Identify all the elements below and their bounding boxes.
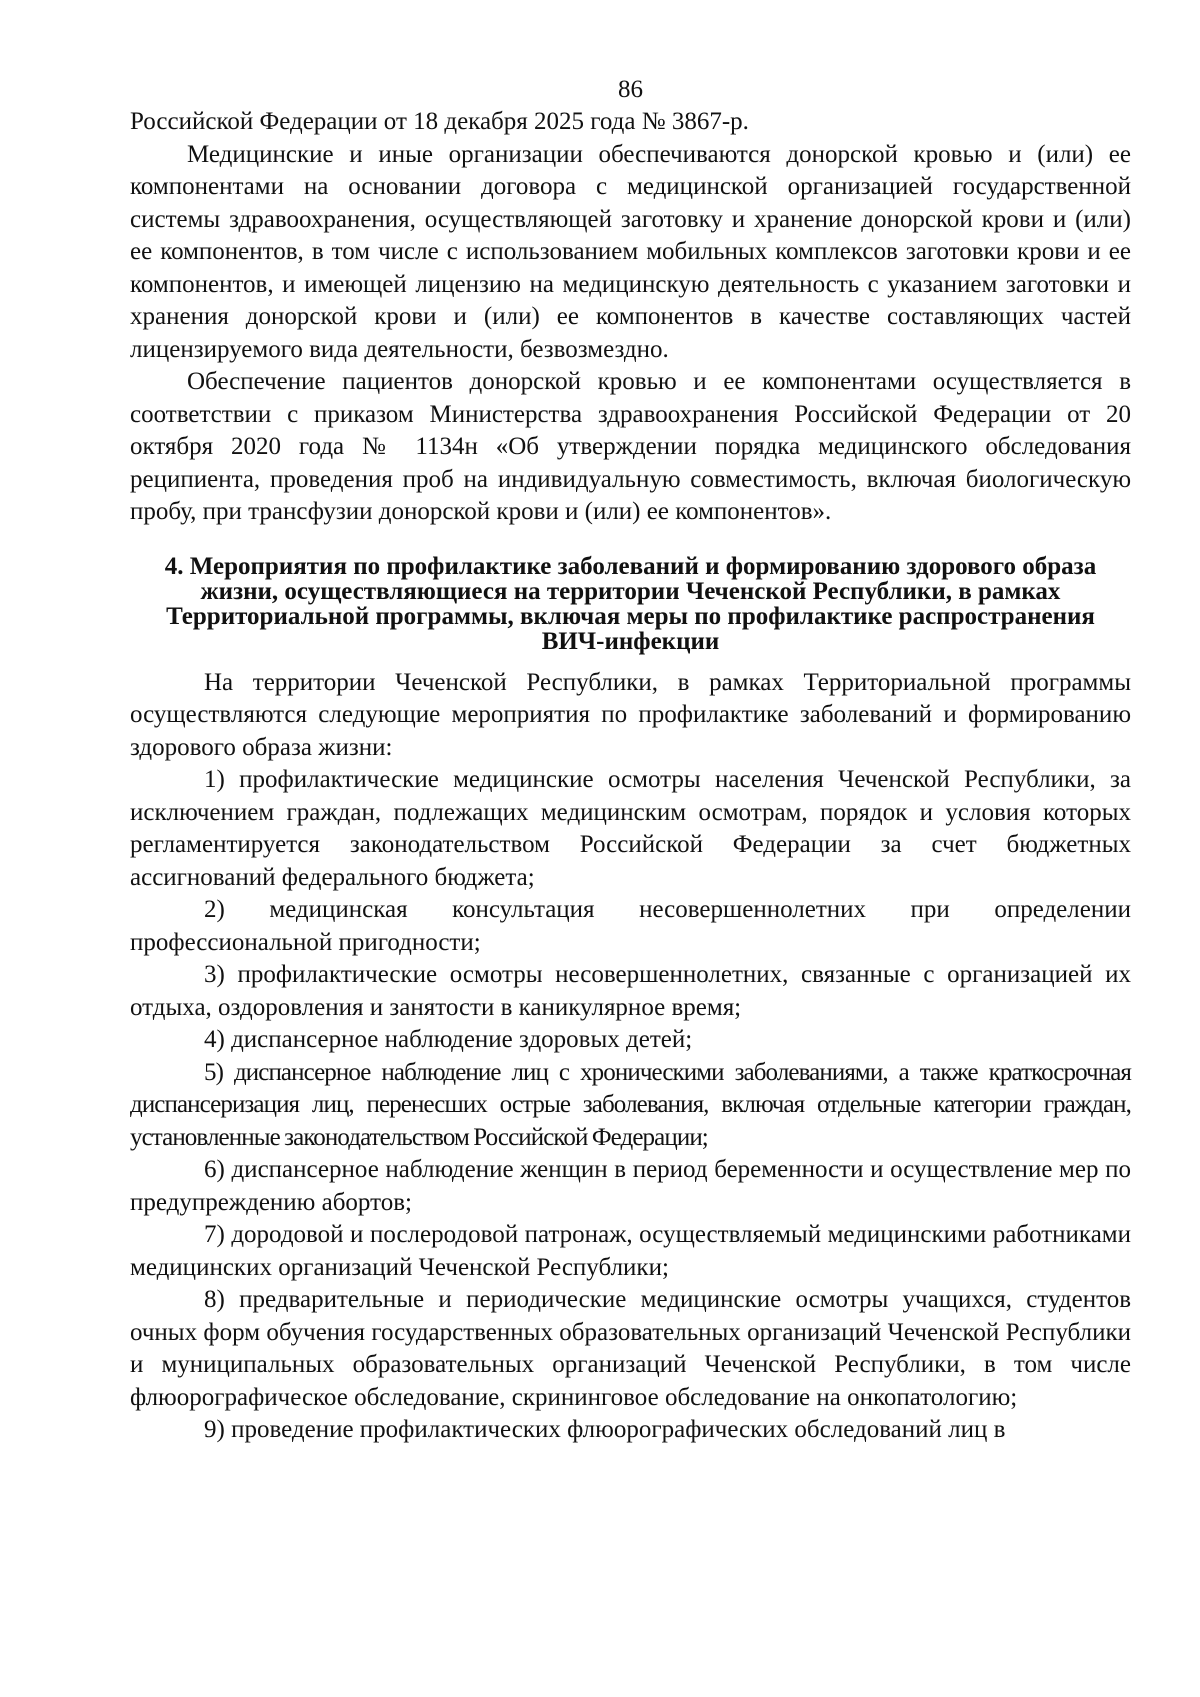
paragraph-blood-supply: Медицинские и иные организации обеспечиваются донорской кровью и (или) ее компонентами на основании договора с медицинской организацией государственной системы здравоохранения, осуществляющей заготовку и хранение донорской крови и (или) ее компонентов, в том числе с использованием мобильных комплексов заготовки крови и ее компонентов, и имеющей лицензию на медицинскую деятельность с указанием заготовки и хранения донорской крови и (или) ее компонентов в качестве составляющих частей лицензируемого вида деятельности, безвозмездно.: [130, 140, 1131, 363]
list-item: 5) диспансерное наблюдение лиц с хроническими заболеваниями, а также краткосрочная диспансеризация лиц, перенесших острые заболевания, включая отдельные категории граждан, установленные законодательством Российской Федерации;: [130, 1058, 1131, 1151]
list-item: 2) медицинская консультация несовершеннолетних при определении профессиональной пригодности;: [130, 896, 1131, 956]
page-number: 86: [618, 76, 643, 103]
list-item: 1) профилактические медицинские осмотры населения Чеченской Республики, за исключением граждан, подлежащих медицинским осмотрам, порядок и условия которых регламентируется законодательством Российской Федерации за счет бюджетных ассигнований федерального бюджета;: [130, 766, 1131, 891]
list-item: 4) диспансерное наблюдение здоровых детей;: [204, 1026, 693, 1053]
list-item: 3) профилактические осмотры несовершеннолетних, связанные с организацией их отдыха, оздоровления и занятости в каникулярное время;: [130, 961, 1131, 1021]
list-item: 9) проведение профилактических флюорографических обследований лиц в: [204, 1416, 1006, 1443]
document-page: [130, 0, 1131, 1447]
continuation-line: Российской Федерации от 18 декабря 2025 года № 3867-р.: [130, 108, 749, 135]
list-item: 7) дородовой и послеродовой патронаж, осуществляемый медицинскими работниками медицинских организаций Чеченской Республики;: [130, 1221, 1131, 1281]
list-item: 6) диспансерное наблюдение женщин в период беременности и осуществление мер по предупреждению абортов;: [130, 1156, 1131, 1216]
list-item: 8) предварительные и периодические медицинские осмотры учащихся, студентов очных форм обучения государственных образовательных организаций Чеченской Республики и муниципальных образовательных организаций Чеченской Республики, в том числе флюорографическое обследование, скрининговое обследование на онкопатологию;: [130, 1286, 1131, 1411]
paragraph-patient-provision: Обеспечение пациентов донорской кровью и ее компонентами осуществляется в соответствии с приказом Министерства здравоохранения Российской Федерации от 20 октября 2020 года № 1134н «Об утверждении порядка медицинского обследования реципиента, проведения проб на индивидуальную совместимость, включая биологическую пробу, при трансфузии донорской крови и (или) ее компонентов».: [130, 368, 1131, 525]
section-heading: 4. Мероприятия по профилактике заболеваний и формированию здорового образа жизни, осуществляющиеся на территории Чеченской Республики, в рамках Территориальной программы, включая меры по профилактике распространения ВИЧ-инфекции: [164, 552, 1097, 655]
section-lead: На территории Чеченской Республики, в рамках Территориальной программы осуществляются следующие мероприятия по профилактике заболеваний и формированию здорового образа жизни:: [130, 668, 1131, 761]
